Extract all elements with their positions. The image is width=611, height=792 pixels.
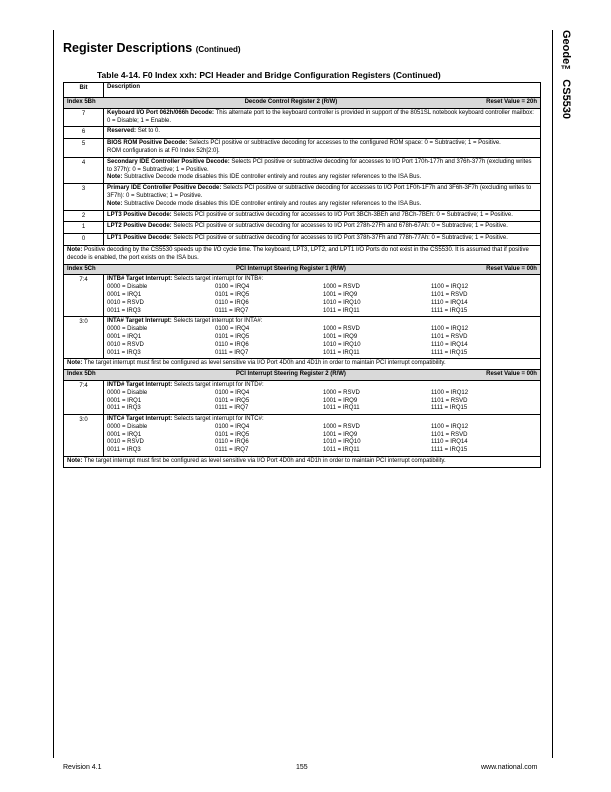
irq-mapping-entry: 0101 = IRQ5 bbox=[215, 431, 250, 438]
bit-cell: 5 bbox=[64, 139, 104, 158]
irq-mapping-entry: 0011 = IRQ3 bbox=[107, 447, 141, 454]
irq-mapping-entry: 1111 = IRQ15 bbox=[431, 349, 468, 356]
description-cell bbox=[104, 415, 541, 457]
irq-mapping-entry: 0101 = IRQ5 bbox=[215, 291, 250, 298]
irq-mapping-entry: 0010 = RSVD bbox=[107, 299, 144, 306]
irq-mapping-entry: 0110 = IRQ6 bbox=[215, 439, 249, 446]
bit-cell: 1 bbox=[64, 222, 104, 234]
field-title: INTB# Target Interrupt: bbox=[107, 276, 173, 283]
bit-cell: 3 bbox=[64, 184, 104, 210]
table-row bbox=[64, 415, 541, 457]
irq-mapping-entry: 1100 = IRQ12 bbox=[431, 423, 469, 430]
irq-mapping-entry: 0111 = IRQ7 bbox=[215, 307, 249, 314]
irq-mapping-entry: 0011 = IRQ3 bbox=[107, 405, 141, 412]
description-cell bbox=[104, 275, 541, 317]
irq-mapping-entry: 0100 = IRQ4 bbox=[215, 326, 250, 333]
register-header-cell bbox=[64, 370, 541, 381]
irq-mapping-entry: 0100 = IRQ4 bbox=[215, 423, 250, 430]
field-title: LPT1 Positive Decode: bbox=[107, 235, 172, 242]
bit-cell: 3:0 bbox=[64, 317, 104, 359]
table-row bbox=[64, 380, 541, 414]
irq-mapping-entry: 0001 = IRQ1 bbox=[107, 333, 142, 340]
table-header-row bbox=[64, 83, 541, 98]
register-index: Index 5Bh bbox=[67, 99, 96, 105]
field-note bbox=[107, 174, 537, 182]
irq-mapping-grid bbox=[107, 390, 537, 413]
register-index: Index 5Dh bbox=[67, 371, 96, 378]
header-bit: Bit bbox=[64, 83, 104, 98]
irq-mapping-entry: 1011 = IRQ11 bbox=[323, 307, 360, 314]
irq-mapping-entry: 1001 = IRQ9 bbox=[323, 397, 358, 404]
register-header-content bbox=[67, 99, 537, 107]
irq-mapping-entry: 1001 = IRQ9 bbox=[323, 291, 358, 298]
note-text: Positive decoding by the CS5530 speeds up the I/O cycle time. The keyboard, LPT3, LPT2, and LPT1 I/O Ports do not exist in the CS5530. It is assumed that if positive decode is enabled, the port exists on the ISA bus. bbox=[67, 246, 529, 261]
note-cell bbox=[64, 457, 541, 468]
irq-mapping-entry: 1001 = IRQ9 bbox=[323, 333, 358, 340]
irq-mapping-entry: 0111 = IRQ7 bbox=[215, 447, 249, 454]
irq-mapping-entry: 0110 = IRQ6 bbox=[215, 341, 249, 348]
field-description: Set to 0. bbox=[137, 128, 161, 135]
irq-mapping-entry: 1101 = RSVD bbox=[431, 333, 468, 340]
irq-mapping-entry: 1000 = RSVD bbox=[323, 389, 360, 396]
irq-mapping-entry: 0101 = IRQ5 bbox=[215, 397, 250, 404]
register-reset-value: Reset Value = 00h bbox=[486, 371, 537, 378]
irq-mapping-grid bbox=[107, 424, 537, 455]
irq-mapping-entry: 1110 = IRQ14 bbox=[431, 341, 468, 348]
bit-cell: 7:4 bbox=[64, 275, 104, 317]
irq-mapping-entry: 1011 = IRQ11 bbox=[323, 349, 360, 356]
note-label: Note: bbox=[67, 458, 83, 465]
register-table bbox=[63, 82, 541, 468]
irq-mapping-entry: 1101 = RSVD bbox=[431, 431, 468, 438]
irq-mapping-entry: 1011 = IRQ11 bbox=[323, 447, 360, 454]
field-description: Selects target interrupt for INTC#: bbox=[173, 416, 264, 423]
description-cell bbox=[104, 139, 541, 158]
irq-mapping-entry: 1110 = IRQ14 bbox=[431, 439, 468, 446]
field-note-label: Note: bbox=[107, 174, 123, 181]
register-name: PCI Interrupt Steering Register 2 (R/W) bbox=[235, 371, 346, 378]
irq-mapping-entry: 0010 = RSVD bbox=[107, 439, 144, 446]
table-row bbox=[64, 210, 541, 222]
field-title: LPT3 Positive Decode: bbox=[107, 211, 172, 218]
field-title: INTD# Target Interrupt: bbox=[107, 381, 173, 388]
irq-mapping-entry: 1111 = IRQ15 bbox=[431, 307, 468, 314]
field-description: Selects PCI positive or subtractive decoding for accesses to I/O Port 1F0h-1F7h and 3F6h-3F7h (excluding writes to 3F7h): 0 = Subtractive; 1 = Positive. bbox=[107, 185, 532, 199]
irq-mapping-entry: 1000 = RSVD bbox=[323, 284, 360, 291]
irq-mapping-entry: 1010 = IRQ10 bbox=[323, 439, 361, 446]
bit-cell: 7:4 bbox=[64, 380, 104, 414]
register-header-cell bbox=[64, 98, 541, 109]
description-cell bbox=[104, 317, 541, 359]
description-cell bbox=[104, 380, 541, 414]
field-description: Selects PCI positive or subtractive decoding for accesses to the configured ROM space: 0 = Subtractive; 1 = Positive. bbox=[189, 140, 501, 147]
irq-mapping-entry: 0011 = IRQ3 bbox=[107, 307, 141, 314]
description-cell bbox=[104, 108, 541, 127]
irq-mapping-entry: 0100 = IRQ4 bbox=[215, 389, 250, 396]
field-note-text: Subtractive Decode mode disables this IDE controller entirely and routes any register references to the ISA Bus. bbox=[124, 174, 422, 181]
field-description: Selects target interrupt for INTD#: bbox=[173, 381, 264, 388]
table-row bbox=[64, 157, 541, 183]
register-header-cell bbox=[64, 264, 541, 275]
field-title: LPT2 Positive Decode: bbox=[107, 223, 172, 230]
irq-mapping-entry: 1010 = IRQ10 bbox=[323, 341, 361, 348]
irq-mapping-entry: 1100 = IRQ12 bbox=[431, 326, 469, 333]
irq-mapping-entry: 1101 = RSVD bbox=[431, 291, 468, 298]
description-cell bbox=[104, 222, 541, 234]
note-cell bbox=[64, 359, 541, 370]
note-row bbox=[64, 359, 541, 370]
irq-mapping-entry: 0000 = Disable bbox=[107, 423, 148, 430]
description-cell bbox=[104, 184, 541, 210]
table-row bbox=[64, 317, 541, 359]
description-cell bbox=[104, 234, 541, 246]
note-text: The target interrupt must first be configured as level sensitive via I/O Port 4D0h and 4D1h in order to maintain PCI interrupt compatibility. bbox=[83, 360, 446, 367]
field-description: Selects PCI positive or subtractive decoding for accesses to I/O Port 3BCh-3BEh and 7BCh-7BEh: 0 = Subtractive; 1 = Positive. bbox=[173, 211, 513, 218]
section-heading bbox=[63, 41, 241, 55]
field-title: BIOS ROM Positive Decode: bbox=[107, 140, 188, 147]
field-description: Selects target interrupt for INTB#: bbox=[173, 276, 264, 283]
irq-mapping-entry: 0011 = IRQ3 bbox=[107, 349, 141, 356]
irq-mapping-entry: 1000 = RSVD bbox=[323, 326, 360, 333]
irq-mapping-entry: 0010 = RSVD bbox=[107, 341, 144, 348]
irq-mapping-entry: 1101 = RSVD bbox=[431, 397, 468, 404]
register-header-content bbox=[67, 266, 537, 274]
irq-mapping-entry: 0001 = IRQ1 bbox=[107, 397, 142, 404]
table-title: Table 4-14. F0 Index xxh: PCI Header and Bridge Configuration Registers (Continued) bbox=[97, 70, 441, 80]
table-row bbox=[64, 222, 541, 234]
field-description: Selects PCI positive or subtractive decoding for accesses to I/O Port 278h-27Fh and 678h-67Ah: 0 = Subtractive; 1 = Positive. bbox=[173, 223, 508, 230]
field-title: Reserved: bbox=[107, 128, 137, 135]
footer-page-number: 155 bbox=[296, 764, 308, 771]
irq-mapping-entry: 1111 = IRQ15 bbox=[431, 447, 468, 454]
note-cell bbox=[64, 245, 541, 264]
bit-cell: 0 bbox=[64, 234, 104, 246]
note-label: Note: bbox=[67, 360, 83, 367]
bit-cell: 4 bbox=[64, 157, 104, 183]
bit-cell: 3:0 bbox=[64, 415, 104, 457]
irq-mapping-entry: 0001 = IRQ1 bbox=[107, 431, 142, 438]
table-row bbox=[64, 184, 541, 210]
section-continued: (Continued) bbox=[195, 45, 241, 54]
irq-mapping-entry: 0101 = IRQ5 bbox=[215, 333, 250, 340]
register-header-row bbox=[64, 98, 541, 109]
irq-mapping-entry: 0000 = Disable bbox=[107, 389, 148, 396]
table-row bbox=[64, 139, 541, 158]
field-note-text: Subtractive Decode mode disables this IDE controller entirely and routes any register references to the ISA Bus. bbox=[124, 200, 422, 207]
footer-revision: Revision 4.1 bbox=[63, 764, 102, 771]
irq-mapping-entry: 1100 = IRQ12 bbox=[431, 389, 469, 396]
table-row bbox=[64, 234, 541, 246]
footer-url: www.national.com bbox=[481, 764, 538, 771]
description-cell bbox=[104, 127, 541, 139]
register-reset-value: Reset Value = 20h bbox=[486, 99, 537, 105]
description-cell bbox=[104, 157, 541, 183]
table-row bbox=[64, 108, 541, 127]
bit-cell: 2 bbox=[64, 210, 104, 222]
note-text: The target interrupt must first be configured as level sensitive via I/O Port 4D0h and 4D1h in order to maintain PCI interrupt compatibility. bbox=[83, 458, 446, 465]
irq-mapping-entry: 1000 = RSVD bbox=[323, 423, 360, 430]
field-description: This alternate port to the keyboard controller is provided in support of the 8051SL notebook keyboard controller mailbox: 0 = Disable; 1 = Enable. bbox=[107, 109, 534, 124]
product-title: Geode™ CS5530 bbox=[560, 30, 572, 120]
bit-cell: 6 bbox=[64, 127, 104, 139]
field-extra: ROM configuration is at F0 Index 52h[2:0]. bbox=[107, 147, 220, 154]
irq-mapping-entry: 1010 = IRQ10 bbox=[323, 299, 361, 306]
irq-mapping-grid bbox=[107, 326, 537, 357]
irq-mapping-entry: 0110 = IRQ6 bbox=[215, 299, 249, 306]
note-row bbox=[64, 457, 541, 468]
irq-mapping-entry: 1111 = IRQ15 bbox=[431, 405, 468, 412]
register-reset-value: Reset Value = 00h bbox=[486, 265, 537, 272]
register-header-row bbox=[64, 264, 541, 275]
irq-mapping-entry: 0100 = IRQ4 bbox=[215, 284, 250, 291]
header-description: Description bbox=[104, 83, 541, 98]
irq-mapping-entry: 0000 = Disable bbox=[107, 326, 148, 333]
irq-mapping-entry: 0001 = IRQ1 bbox=[107, 291, 142, 298]
bit-cell: 7 bbox=[64, 108, 104, 127]
irq-mapping-entry: 1011 = IRQ11 bbox=[323, 405, 360, 412]
irq-mapping-entry: 0111 = IRQ7 bbox=[215, 405, 249, 412]
irq-mapping-entry: 1001 = IRQ9 bbox=[323, 431, 358, 438]
irq-mapping-entry: 0000 = Disable bbox=[107, 284, 148, 291]
register-name: PCI Interrupt Steering Register 1 (R/W) bbox=[235, 265, 346, 272]
register-header-row bbox=[64, 370, 541, 381]
field-note-label: Note: bbox=[107, 200, 123, 207]
irq-mapping-grid bbox=[107, 284, 537, 315]
table-row bbox=[64, 275, 541, 317]
irq-mapping-entry: 0111 = IRQ7 bbox=[215, 349, 249, 356]
note-label: Note: bbox=[67, 246, 83, 253]
field-title: Secondary IDE Controller Positive Decode: bbox=[107, 158, 230, 165]
field-title: Primary IDE Controller Positive Decode: bbox=[107, 185, 222, 192]
field-note bbox=[107, 201, 537, 209]
register-header-content bbox=[67, 371, 537, 379]
description-cell bbox=[104, 210, 541, 222]
register-name: Decode Control Register 2 (R/W) bbox=[244, 99, 338, 105]
irq-mapping-entry: 1100 = IRQ12 bbox=[431, 284, 469, 291]
field-description: Selects PCI positive or subtractive decoding for accesses to I/O Port 170h-177h and 376h-377h (excluding writes to 377h): 0 = Subtractive; 1 = Positive. bbox=[107, 158, 532, 173]
field-description: Selects PCI positive or subtractive decoding for accesses to I/O Port 378h-37Fh and 778h-77Ah: 0 = Subtractive; 1 = Positive. bbox=[173, 235, 508, 242]
register-index: Index 5Ch bbox=[67, 265, 96, 272]
irq-mapping-entry: 1110 = IRQ14 bbox=[431, 299, 468, 306]
field-title: INTC# Target Interrupt: bbox=[107, 416, 173, 423]
section-title: Register Descriptions bbox=[63, 41, 193, 55]
field-description: Selects target interrupt for INTA#: bbox=[173, 318, 263, 325]
field-title: Keyboard I/O Port 062h/066h Decode: bbox=[107, 109, 215, 116]
note-row bbox=[64, 245, 541, 264]
field-title: INTA# Target Interrupt: bbox=[107, 318, 172, 325]
table-row bbox=[64, 127, 541, 139]
